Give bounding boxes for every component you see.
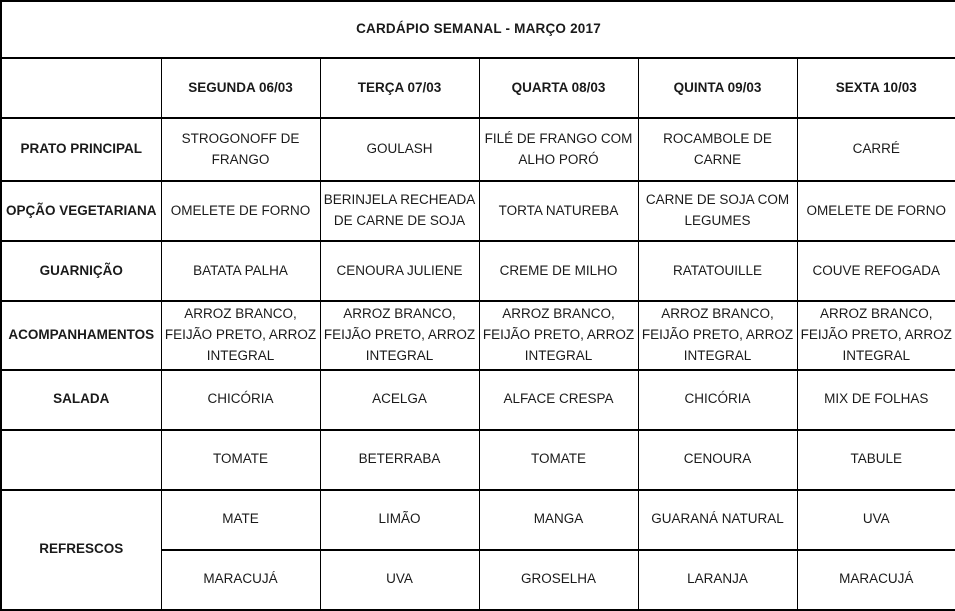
day-header-terca: TERÇA 07/03	[320, 58, 479, 118]
menu-cell: COUVE REFOGADA	[797, 241, 955, 301]
row-label-acompanhamentos: ACOMPANHAMENTOS	[1, 301, 161, 370]
menu-cell: ARROZ BRANCO, FEIJÃO PRETO, ARROZ INTEGRAL	[797, 301, 955, 370]
menu-cell: RATATOUILLE	[638, 241, 797, 301]
menu-cell: CARNE DE SOJA COM LEGUMES	[638, 181, 797, 241]
menu-cell: UVA	[320, 550, 479, 610]
corner-cell	[1, 58, 161, 118]
menu-cell: ARROZ BRANCO, FEIJÃO PRETO, ARROZ INTEGRAL	[479, 301, 638, 370]
menu-cell: LIMÃO	[320, 490, 479, 550]
menu-cell: CHICÓRIA	[161, 370, 320, 430]
table-row-guarnicao	[1, 241, 955, 301]
menu-cell: ARROZ BRANCO, FEIJÃO PRETO, ARROZ INTEGRAL	[638, 301, 797, 370]
menu-cell: TOMATE	[479, 430, 638, 490]
menu-cell: BATATA PALHA	[161, 241, 320, 301]
table-row-salada-2	[1, 430, 955, 490]
menu-cell: GUARANÁ NATURAL	[638, 490, 797, 550]
menu-cell: LARANJA	[638, 550, 797, 610]
day-header-quarta: QUARTA 08/03	[479, 58, 638, 118]
row-label-opcao-vegetariana: OPÇÃO VEGETARIANA	[1, 181, 161, 241]
menu-cell: ACELGA	[320, 370, 479, 430]
menu-cell: ALFACE CRESPA	[479, 370, 638, 430]
menu-cell: TABULE	[797, 430, 955, 490]
menu-cell: TORTA NATUREBA	[479, 181, 638, 241]
menu-cell: MARACUJÁ	[161, 550, 320, 610]
menu-cell: STROGONOFF DE FRANGO	[161, 118, 320, 181]
table-row-salada	[1, 370, 955, 430]
day-header-sexta: SEXTA 10/03	[797, 58, 955, 118]
table-row-opcao-vegetariana	[1, 181, 955, 241]
page-title: CARDÁPIO SEMANAL - MARÇO 2017	[1, 1, 955, 58]
menu-cell: MIX DE FOLHAS	[797, 370, 955, 430]
row-label-guarnicao: GUARNIÇÃO	[1, 241, 161, 301]
menu-cell: TOMATE	[161, 430, 320, 490]
menu-cell: BERINJELA RECHEADA DE CARNE DE SOJA	[320, 181, 479, 241]
menu-cell: FILÉ DE FRANGO COM ALHO PORÓ	[479, 118, 638, 181]
day-header-row	[1, 58, 955, 118]
day-header-quinta: QUINTA 09/03	[638, 58, 797, 118]
row-label-empty	[1, 430, 161, 490]
menu-cell: ARROZ BRANCO, FEIJÃO PRETO, ARROZ INTEGRAL	[161, 301, 320, 370]
menu-cell: GROSELHA	[479, 550, 638, 610]
menu-cell: CHICÓRIA	[638, 370, 797, 430]
menu-cell: CENOURA	[638, 430, 797, 490]
menu-cell: UVA	[797, 490, 955, 550]
menu-cell: MARACUJÁ	[797, 550, 955, 610]
menu-cell: GOULASH	[320, 118, 479, 181]
row-label-refrescos: REFRESCOS	[1, 490, 161, 610]
menu-cell: ROCAMBOLE DE CARNE	[638, 118, 797, 181]
menu-cell: BETERRABA	[320, 430, 479, 490]
menu-cell: CENOURA JULIENE	[320, 241, 479, 301]
table-row-refrescos-1	[1, 490, 955, 550]
day-header-segunda: SEGUNDA 06/03	[161, 58, 320, 118]
menu-cell: CARRÉ	[797, 118, 955, 181]
row-label-salada: SALADA	[1, 370, 161, 430]
menu-cell: OMELETE DE FORNO	[797, 181, 955, 241]
menu-cell: MATE	[161, 490, 320, 550]
menu-cell: CREME DE MILHO	[479, 241, 638, 301]
title-row	[1, 1, 955, 58]
menu-cell: ARROZ BRANCO, FEIJÃO PRETO, ARROZ INTEGRAL	[320, 301, 479, 370]
table-row-acompanhamentos	[1, 301, 955, 370]
menu-cell: MANGA	[479, 490, 638, 550]
table-row-prato-principal	[1, 118, 955, 181]
row-label-prato-principal: PRATO PRINCIPAL	[1, 118, 161, 181]
menu-cell: OMELETE DE FORNO	[161, 181, 320, 241]
